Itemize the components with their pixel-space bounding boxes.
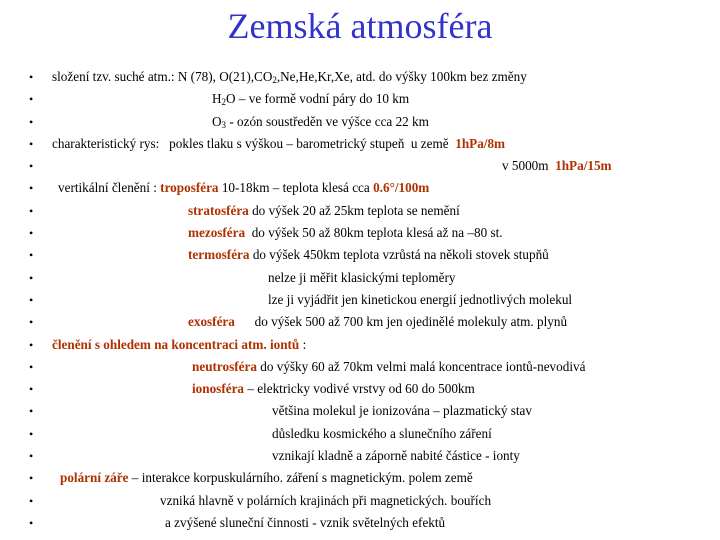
line-text: nelze ji měřit klasickými teploměry: [268, 269, 456, 285]
bullet-icon: •: [29, 337, 34, 352]
bullet-icon: •: [29, 203, 34, 218]
bullet-icon: •: [29, 382, 34, 397]
list-item: [0, 155, 720, 177]
bullet-icon: •: [29, 493, 34, 508]
bullet-icon: •: [29, 136, 34, 151]
bullet-icon: •: [29, 449, 34, 464]
line-text: lze ji vyjádřit jen kinetickou energií jednotlivých molekul: [268, 291, 573, 307]
list-item: [0, 356, 720, 378]
slide-title: Zemská atmosféra: [227, 6, 493, 46]
bullet-icon: •: [29, 515, 34, 530]
list-item: [0, 244, 720, 266]
bullet-icon: •: [29, 471, 34, 486]
line-text: vznikají kladně a záporně nabité částice - ionty: [272, 448, 520, 464]
line-text: vzniká hlavně v polárních krajinách při magnetických. bouřích: [160, 492, 492, 508]
list-item: [0, 445, 720, 467]
list-item: [0, 467, 720, 489]
line-text: v 5000m 1hPa/15m: [502, 158, 612, 174]
line-text: $H_2O$ – ve formě vodní páry do 10 km: [212, 91, 410, 108]
list-item: [0, 88, 720, 110]
bullet-icon: •: [29, 159, 34, 174]
bullet-icon: •: [29, 426, 34, 441]
list-item: [0, 490, 720, 512]
line-text: většina molekul je ionizována – plazmatický stav: [272, 403, 533, 419]
line-text: polární záře – interakce korpuskulárního. záření s magnetickým. polem země: [60, 470, 473, 486]
line-text: termosféra do výšek 450km teplota vzrůstá na několi stovek stupňů: [188, 247, 549, 263]
list-item: [0, 177, 720, 199]
line-text: exosféra do výšek 500 až 700 km jen ojedinělé molekuly atm. plynů: [188, 314, 568, 330]
bullet-icon: •: [29, 359, 34, 374]
list-item: [0, 423, 720, 445]
line-text: složení tzv. suché atm.: N (78), $O(21),CO_2,Ne,He,Kr,Xe$, atd. do výšky 100km bez změny: [52, 69, 527, 85]
list-item: [0, 512, 720, 534]
list-item: [0, 311, 720, 333]
line-text: členění s ohledem na koncentraci atm. iontů :: [52, 336, 307, 352]
line-text: ionosféra – elektricky vodivé vrstvy od 60 do 500km: [192, 381, 475, 397]
line-text: neutrosféra do výšky 60 až 70km velmi malá koncentrace iontů-nevodivá: [192, 358, 586, 374]
line-text: vertikální členění : troposféra 10-18km – teplota klesá cca 0.6°/100m: [58, 180, 430, 196]
list-item: [0, 133, 720, 155]
bullet-icon: •: [29, 292, 34, 307]
list-item: [0, 400, 720, 422]
list-item: [0, 66, 720, 88]
bullet-icon: •: [29, 92, 34, 107]
list-item: [0, 378, 720, 400]
list-item: [0, 334, 720, 356]
bullet-icon: •: [29, 404, 34, 419]
list-item: [0, 200, 720, 222]
list-item: [0, 289, 720, 311]
bullet-icon: •: [29, 70, 34, 84]
line-text: stratosféra do výšek 20 až 25km teplota se nemění: [188, 202, 460, 218]
bullet-icon: •: [29, 270, 34, 285]
list-item: [0, 111, 720, 133]
bullet-icon: •: [29, 248, 34, 263]
list-item: [0, 267, 720, 289]
line-text: a zvýšené sluneční činnosti - vznik světelných efektů: [165, 514, 446, 530]
line-text: důsledku kosmického a slunečního záření: [272, 425, 492, 441]
list-item: [0, 222, 720, 244]
line-text: $O_3$ - ozón soustředěn ve výšce cca 22 km: [212, 113, 429, 130]
bullet-icon: •: [29, 114, 34, 129]
bullet-icon: •: [29, 315, 34, 330]
bullet-list: [0, 66, 720, 534]
line-text: charakteristický rys: pokles tlaku s výškou – barometrický stupeň u země 1hPa/8m: [52, 135, 506, 151]
bullet-icon: •: [29, 226, 34, 241]
line-text: mezosféra do výšek 50 až 80km teplota klesá až na –80 st.: [188, 225, 503, 241]
bullet-icon: •: [29, 181, 34, 196]
